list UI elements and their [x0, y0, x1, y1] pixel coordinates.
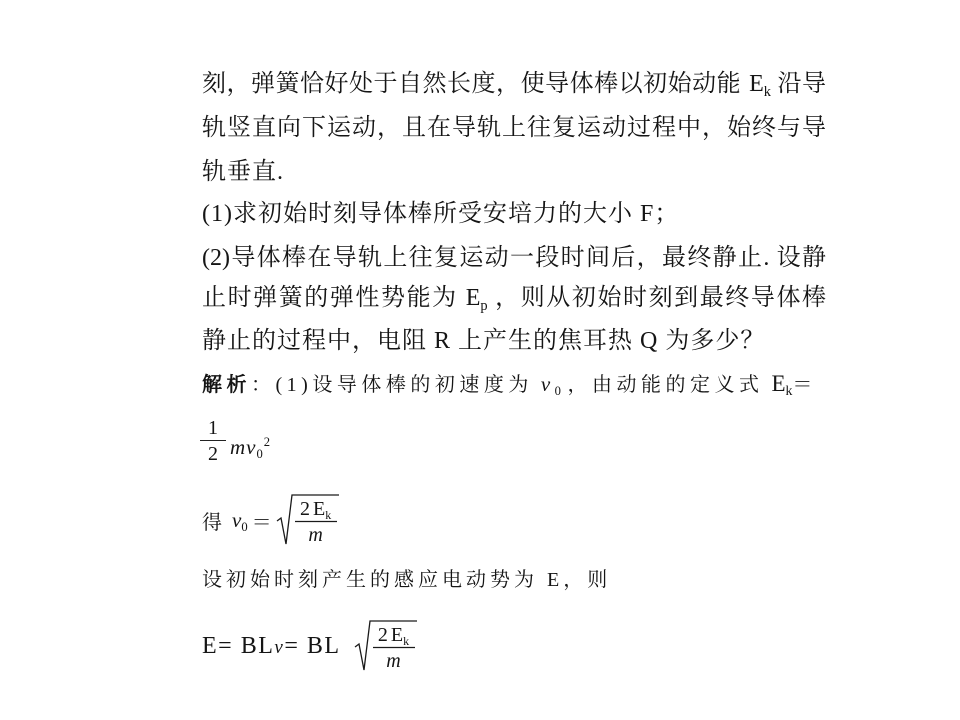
question-2-line-2	[202, 283, 826, 313]
solution-colon: ：	[251, 374, 276, 396]
equation-lead-word: 得	[202, 511, 222, 534]
initial-kinetic-energy-symbol	[749, 71, 771, 100]
velocity-subscript: 0	[554, 384, 566, 399]
fraction-denominator: 2	[208, 443, 218, 466]
velocity-letter: v	[246, 435, 257, 459]
energy-subscript: k	[763, 83, 771, 100]
fraction-numerator: 1	[208, 417, 218, 439]
equals-sign: ＝	[792, 374, 817, 396]
square-root	[275, 492, 341, 548]
problem-line-3: 轨垂直.	[202, 159, 284, 185]
question-2-line-2-tail: ，则从初始时刻到最终导体棒	[493, 285, 827, 311]
problem-line-1	[202, 69, 826, 99]
energy-subscript: p	[480, 297, 488, 314]
kinetic-energy-symbol	[771, 371, 793, 399]
solution-label: 解析	[202, 374, 251, 396]
problem-line-1-text: 刻，弹簧恰好处于自然长度，使导体棒以初始动能	[202, 71, 742, 97]
question-2-line-1: (2)导体棒在导轨上往复运动一段时间后，最终静止. 设静	[202, 245, 826, 271]
velocity-letter: v	[540, 372, 555, 396]
mass-symbol: m	[230, 435, 247, 459]
solution-line-1	[202, 369, 817, 400]
velocity-letter: v	[232, 507, 242, 532]
energy-letter: E	[313, 498, 326, 520]
question-2-line-2-text: 止时弹簧的弹性势能为	[202, 285, 458, 311]
energy-subscript: k	[325, 507, 332, 522]
square-root	[353, 618, 419, 674]
radicand-denominator: m	[386, 650, 401, 672]
solution-step-1-mid: ，由动能的定义式	[567, 374, 764, 396]
emf-intro-line: 设初始时刻产生的感应电动势为 E，则	[202, 569, 612, 591]
emf-lhs: E= BL	[202, 632, 275, 659]
energy-subscript: k	[785, 383, 793, 399]
energy-letter: E	[771, 371, 786, 396]
question-1: (1)求初始时刻导体棒所受安培力的大小 F；	[202, 201, 680, 227]
elastic-potential-energy-symbol	[465, 285, 488, 314]
numerator-coefficient: 2	[377, 624, 388, 646]
energy-letter: E	[465, 285, 481, 311]
energy-letter: E	[390, 624, 404, 646]
emf-rhs: = BL	[284, 632, 341, 659]
square-exponent: 2	[263, 435, 272, 450]
energy-subscript: k	[403, 633, 410, 648]
problem-line-1-tail: 沿导	[777, 71, 827, 97]
velocity-letter: v	[274, 636, 285, 658]
velocity-subscript: 0	[241, 519, 248, 534]
problem-line-2: 轨竖直向下运动，且在导轨上往复运动过程中，始终与导	[202, 115, 826, 141]
equals-sign: ＝	[251, 511, 272, 534]
emf-expression	[202, 633, 341, 660]
initial-velocity-symbol	[232, 508, 248, 533]
fraction-bar	[200, 440, 226, 441]
initial-velocity-symbol	[540, 372, 566, 399]
initial-speed-equation	[202, 492, 341, 548]
question-2-line-3: 静止的过程中，电阻 R 上产生的焦耳热 Q 为多少？	[202, 328, 766, 354]
numerator-coefficient: 2	[300, 498, 311, 520]
energy-letter: E	[749, 71, 764, 97]
velocity-subscript: 0	[256, 447, 264, 462]
one-half-fraction	[200, 416, 226, 466]
radicand-numerator	[371, 624, 417, 646]
radicand-numerator	[293, 498, 339, 520]
solution-step-1-text: (1)设导体棒的初速度为	[275, 374, 533, 396]
kinetic-energy-expression	[230, 433, 271, 461]
emf-equation	[202, 618, 419, 674]
radicand-denominator: m	[308, 524, 323, 546]
